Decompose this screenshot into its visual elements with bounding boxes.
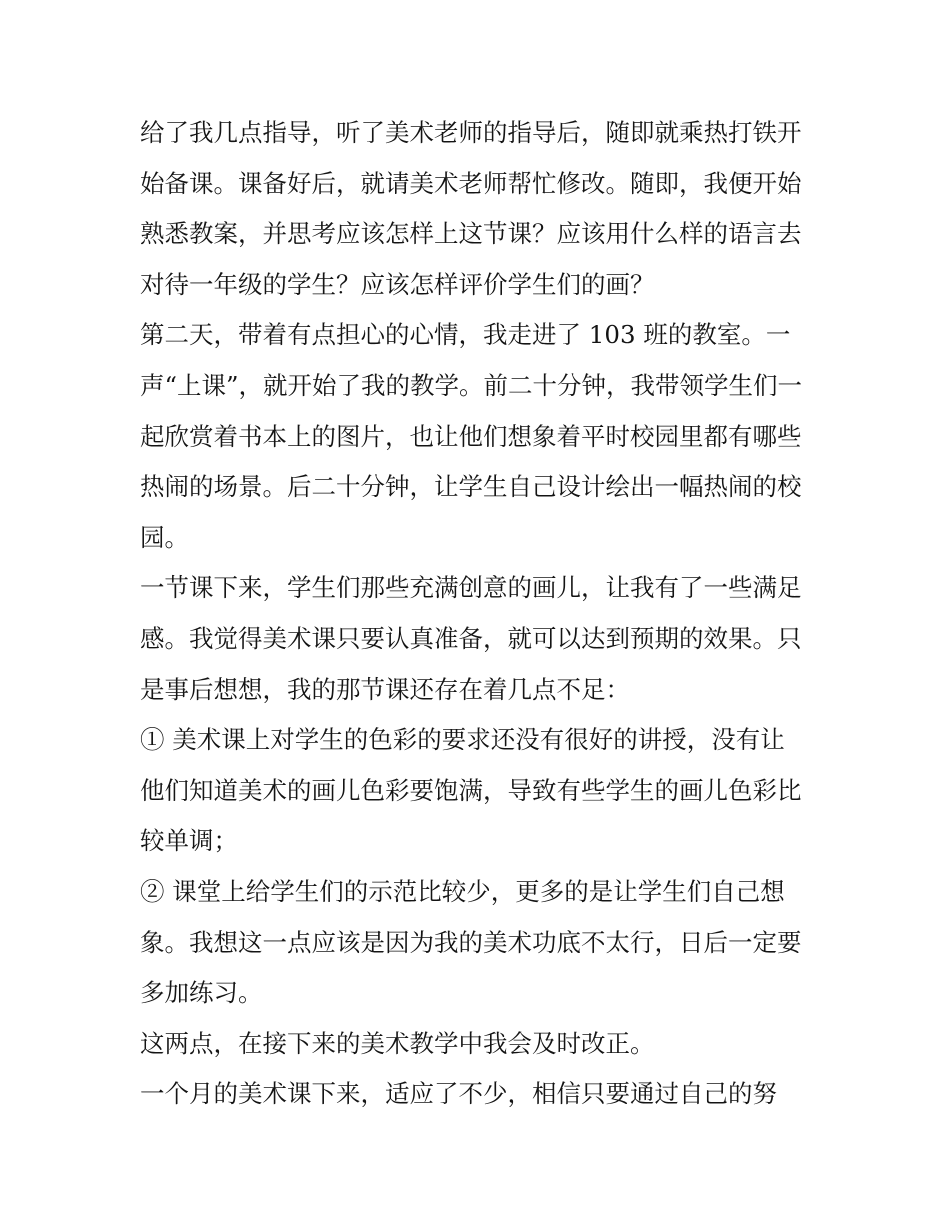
text-line: 对待一年级的学生？应该怎样评价学生们的画？ — [140, 269, 655, 299]
text-line: 起欣赏着书本上的图片，也让他们想象着平时校园里都有哪些 — [140, 421, 802, 451]
paragraph-reflection — [140, 563, 812, 715]
document-page — [140, 108, 812, 1120]
text-line: 始备课。课备好后，就请美术老师帮忙修改。随即，我便开始 — [140, 168, 802, 198]
text-line: 这两点，在接下来的美术教学中我会及时改正。 — [140, 1028, 655, 1058]
text-line: 象。我想这一点应该是因为我的美术功底不太行，日后一定要 — [140, 927, 802, 957]
text-line: 一节课下来，学生们那些充满创意的画儿，让我有了一些满足 — [140, 573, 802, 603]
text-line: 感。我觉得美术课只要认真准备，就可以达到预期的效果。只 — [140, 623, 802, 653]
text-line: 一个月的美术课下来，适应了不少，相信只要通过自己的努 — [140, 1079, 777, 1109]
paragraph-point-two — [140, 867, 812, 1019]
text-line: 声“上课”，就开始了我的教学。前二十分钟，我带领学生们一 — [140, 370, 803, 400]
text-line: 园。 — [140, 522, 189, 552]
text-line: ① 美术课上对学生的色彩的要求还没有很好的讲授，没有让 — [140, 725, 785, 755]
text-line: 热闹的场景。后二十分钟，让学生自己设计绘出一幅热闹的校 — [140, 472, 802, 502]
paragraph-correction — [140, 1019, 812, 1070]
text-line: 较单调； — [140, 826, 238, 856]
text-line: 多加练习。 — [140, 978, 263, 1008]
text-line: 是事后想想，我的那节课还存在着几点不足： — [140, 674, 630, 704]
text-line: ② 课堂上给学生们的示范比较少，更多的是让学生们自己想 — [140, 876, 785, 906]
paragraph-point-one — [140, 715, 812, 867]
paragraph-one-month — [140, 1069, 812, 1120]
text-line: 他们知道美术的画儿色彩要饱满，导致有些学生的画儿色彩比 — [140, 775, 802, 805]
text-line: 第二天，带着有点担心的心情，我走进了 103 班的教室。一 — [140, 320, 791, 350]
text-line: 熟悉教案，并思考应该怎样上这节课？应该用什么样的语言去 — [140, 219, 802, 249]
paragraph-guidance — [140, 108, 812, 310]
paragraph-second-day — [140, 310, 812, 563]
text-line: 给了我几点指导，听了美术老师的指导后，随即就乘热打铁开 — [140, 118, 802, 147]
